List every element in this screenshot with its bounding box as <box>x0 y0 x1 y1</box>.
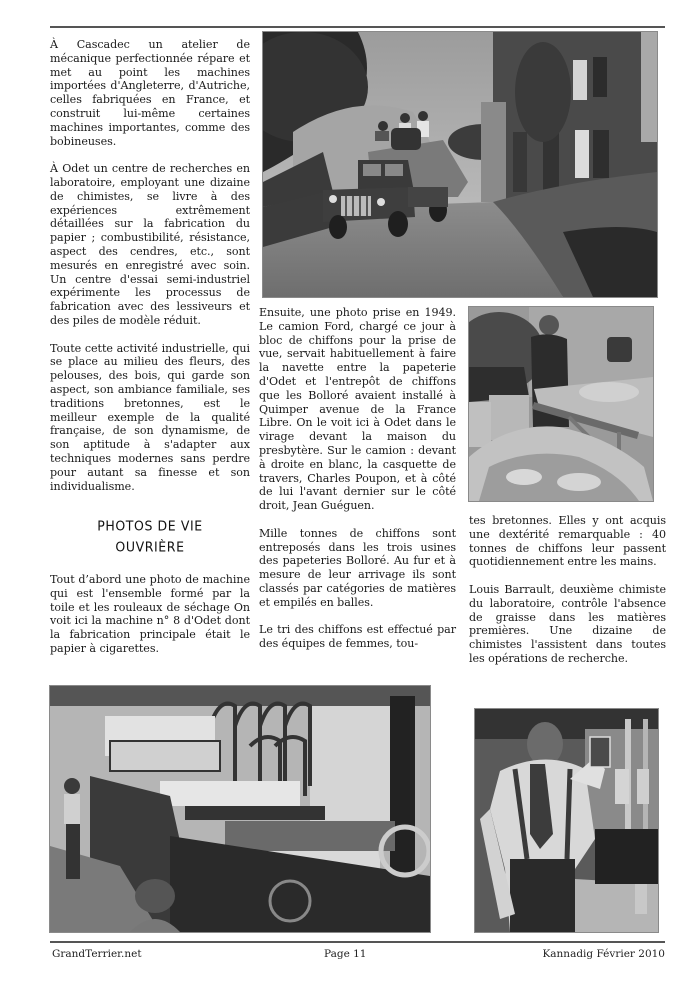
paragraph-odet-lab: À Odet un centre de recherches en laboratoire, employant une dizaine de chimistes, se livre à des expériences extrêmement détaillées sur la fabrication du papier ; combustibilité, résistance, aspect des cendres, etc., sont mesurés en enregistré avec soin. Un centre d'essai semi-industriel expérimente les processus de fabrication avec des lessiveurs et des piles de modèle réduit. <box>50 162 250 327</box>
photo-paper-machine <box>49 685 431 933</box>
truck-photo-illustration <box>263 32 657 297</box>
paper-machine-photo-illustration <box>50 686 430 932</box>
footer-issue: Kannadig Février 2010 <box>542 948 665 960</box>
section-heading-line-1: PHOTOS DE VIE <box>97 518 203 534</box>
footer-site-name: GrandTerrier.net <box>52 948 142 960</box>
paragraph-barrault: Louis Barrault, deuxième chimiste du laboratoire, contrôle l'absence de graisse dans les matières premières. Une dizaine de chimistes l'assistent dans toutes les opérations de recherche. <box>469 582 666 665</box>
paragraph-camion: Ensuite, une photo prise en 1949. Le camion Ford, chargé ce jour à bloc de chiffons pour la prise de vue, servait habituellement à faire la navette entre la papeterie d'Odet et l'entrepôt de chiffons que les Bolloré avaient installé à Quimper avenue de la France Libre. On le voit ici à Odet dans le virage devant la maison du presbytère. Sur le camion : devant à droite en blanc, la casquette de travers, Charles Poupon, et à côté de lui l'avant dernier sur le côté droit, Jean Guéguen. <box>259 306 456 513</box>
paragraph-bretonnes: tes bretonnes. Elles y ont acquis une dextérité remarquable : 40 tonnes de chiffons leur passent quotidiennement entre les mains. <box>469 514 666 569</box>
footer-rule <box>50 941 665 943</box>
footer-page-number: Page 11 <box>324 948 367 960</box>
photo-rag-sorting <box>468 306 654 502</box>
column-1-section-text <box>50 573 250 656</box>
paragraph-machine: Tout d’abord une photo de machine qui est l'ensemble formé par la toile et les rouleaux de séchage On voit ici la machine n° 8 d'Odet dont la fabrication principale était le papier à cigarettes. <box>50 573 250 655</box>
section-heading-line-2: OUVRIÈRE <box>115 539 185 555</box>
header-rule <box>50 26 665 28</box>
paragraph-tri: Le tri des chiffons est effectué par des équipes de femmes, tou- <box>259 623 456 651</box>
paragraph-activite: Toute cette activité industrielle, qui se place au milieu des fleurs, des pelouses, des bois, qui garde son aspect, son ambiance familiale, ses traditions bretonnes, est le meilleur exemple de la qualité française, de son dynamisme, de son aptitude à s'adapter aux techniques modernes sans perdre pour autant sa finesse et son individualisme. <box>50 341 250 493</box>
section-heading <box>50 516 250 558</box>
paragraph-mille-tonnes: Mille tonnes de chiffons sont entreposés dans les trois usines des papeteries Bolloré. Au fur et à mesure de leur arrivage ils sont classés par catégories de matières et empilés en balles. <box>259 526 456 609</box>
chemist-photo-illustration <box>475 709 658 932</box>
column-3-text <box>469 514 666 666</box>
column-2-text <box>259 306 456 651</box>
rag-sorting-photo-illustration <box>469 307 653 501</box>
paragraph-cascadec: À Cascadec un atelier de mécanique perfectionnée répare et met au point les machines importées d'Angleterre, d'Autriche, celles fabriquées en France, et construit lui-même certaines machines importantes, comme des bobineuses. <box>50 38 250 148</box>
column-1-text <box>50 38 250 493</box>
photo-truck <box>262 31 658 298</box>
photo-chemist <box>474 708 659 933</box>
